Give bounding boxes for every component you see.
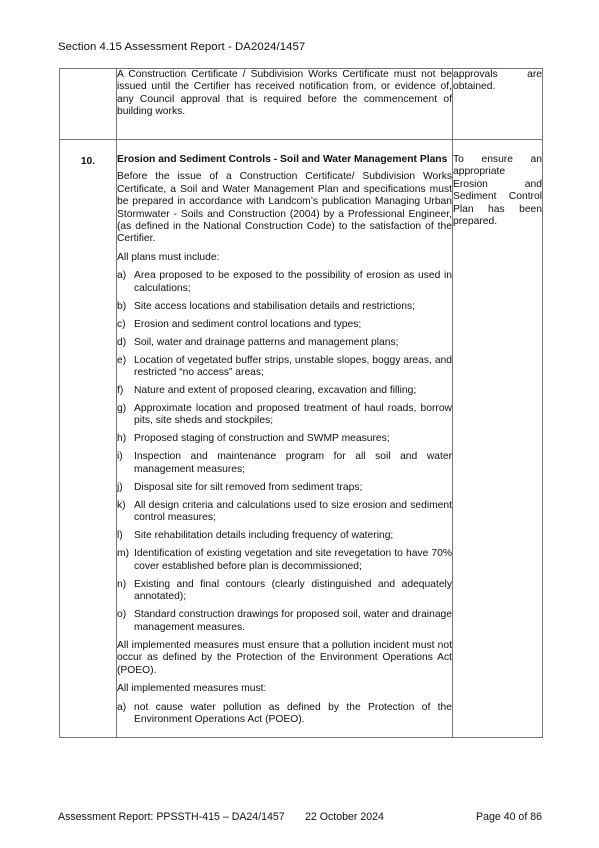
conditions-table	[59, 68, 543, 738]
footer-report: Assessment Report: PPSSTH-415 – DA24/1457	[58, 811, 285, 823]
list-item	[117, 433, 452, 445]
list-item-letter: j)	[117, 481, 123, 493]
list-item	[117, 385, 452, 397]
list-item-letter: d)	[117, 336, 127, 348]
condition-title: Erosion and Sediment Controls - Soil and Water Management Plans	[117, 154, 448, 165]
condition-text-cell	[117, 140, 453, 738]
list-item-text: not cause water pollution as defined by the Protection of the Environment Operations Act (POEO).	[134, 701, 452, 725]
plans-lead: All plans must include:	[117, 251, 220, 263]
measures-lead: All implemented measures must:	[117, 683, 267, 695]
list-item-letter: b)	[117, 300, 127, 312]
condition-text-cell	[117, 69, 453, 140]
list-item-text: Nature and extent of proposed clearing, excavation and filling;	[134, 385, 417, 397]
reason-cell	[453, 69, 543, 140]
list-item-letter: m)	[117, 548, 130, 560]
list-item-text: Site access locations and stabilisation details and restrictions;	[134, 300, 416, 312]
list-item-letter: n)	[117, 578, 127, 590]
list-item-letter: g)	[117, 403, 127, 415]
list-item-letter: i)	[117, 451, 123, 463]
condition-number-cell	[60, 69, 117, 140]
list-item-letter: c)	[117, 318, 126, 330]
list-item-text: Site rehabilitation details including frequency of watering;	[134, 530, 394, 542]
list-item-text: Soil, water and drainage patterns and management plans;	[134, 336, 399, 348]
list-item-text: Identification of existing vegetation and site revegetation to have 70% cover established before plan is decommissioned;	[134, 548, 452, 572]
reason-text: approvals are obtained.	[453, 69, 542, 93]
list-item	[117, 609, 452, 634]
list-item-letter: e)	[117, 354, 127, 366]
plans-list	[117, 270, 452, 634]
list-item-letter: h)	[117, 433, 127, 445]
list-item-text: Inspection and maintenance program for all soil and water management measures;	[134, 451, 452, 475]
list-item-letter: k)	[117, 499, 126, 511]
list-item-text: Proposed staging of construction and SWMP measures;	[134, 433, 390, 445]
page-header: Section 4.15 Assessment Report - DA2024/1457	[58, 41, 306, 53]
reason-text: To ensure an appropriate Erosion and Sediment Control Plan has been prepared.	[453, 154, 542, 228]
measures-list	[117, 702, 452, 727]
list-item	[117, 301, 452, 313]
list-item	[117, 482, 452, 494]
list-item	[117, 530, 452, 542]
list-item	[117, 319, 452, 331]
list-item	[117, 270, 452, 295]
condition-intro: Before the issue of a Construction Certificate/ Subdivision Works Certificate, a Soil and Water Management Plan and specifications must be prepared in accordance with Landcom’s publication Managing Urban Stormwater - Soils and Construction (2004) by a Professional Engineer, (as defined in the National Construction Code) to the satisfaction of the Certifier.	[117, 171, 452, 245]
list-item	[117, 337, 452, 349]
list-item-letter: f)	[117, 385, 124, 397]
list-item-text: Approximate location and proposed treatment of haul roads, borrow pits, site sheds and stockpiles;	[134, 403, 452, 427]
condition-text: A Construction Certificate / Subdivision Works Certificate must not be issued until the Certifier has received notification from, or evidence of, any Council approval that is required before the commencement of building works.	[117, 69, 452, 118]
list-item-letter: a)	[117, 270, 127, 282]
list-item	[117, 702, 452, 727]
list-item	[117, 548, 452, 573]
list-item-text: Erosion and sediment control locations and types;	[134, 318, 362, 330]
list-item	[117, 500, 452, 525]
table-row	[60, 69, 543, 140]
list-item-text: Disposal site for silt removed from sediment traps;	[134, 481, 363, 493]
condition-number: 10.	[60, 140, 117, 738]
list-item-text: Standard construction drawings for proposed soil, water and drainage management measures.	[134, 609, 452, 633]
list-item	[117, 403, 452, 428]
list-item-text: Location of vegetated buffer strips, unstable slopes, boggy areas, and restricted “no access” areas;	[134, 354, 452, 379]
list-item	[117, 355, 452, 380]
list-item-text: Existing and final contours (clearly distinguished and adequately annotated);	[134, 578, 452, 603]
footer-date: 22 October 2024	[305, 811, 384, 823]
list-item-text: All design criteria and calculations used to size erosion and sediment control measures;	[134, 499, 452, 524]
list-item-letter: o)	[117, 609, 127, 621]
list-item	[117, 451, 452, 476]
list-item-text: Area proposed to be exposed to the possibility of erosion as used in calculations;	[134, 270, 452, 294]
footer-page-number: Page 40 of 86	[476, 811, 542, 823]
reason-cell	[453, 140, 543, 738]
pollution-paragraph: All implemented measures must ensure that a pollution incident must not occur as defined by the Protection of the Environment Operations Act (POEO).	[117, 639, 452, 676]
list-item	[117, 579, 452, 604]
list-item-letter: a)	[117, 701, 127, 713]
list-item-letter: l)	[117, 530, 123, 542]
table-row	[60, 140, 543, 738]
